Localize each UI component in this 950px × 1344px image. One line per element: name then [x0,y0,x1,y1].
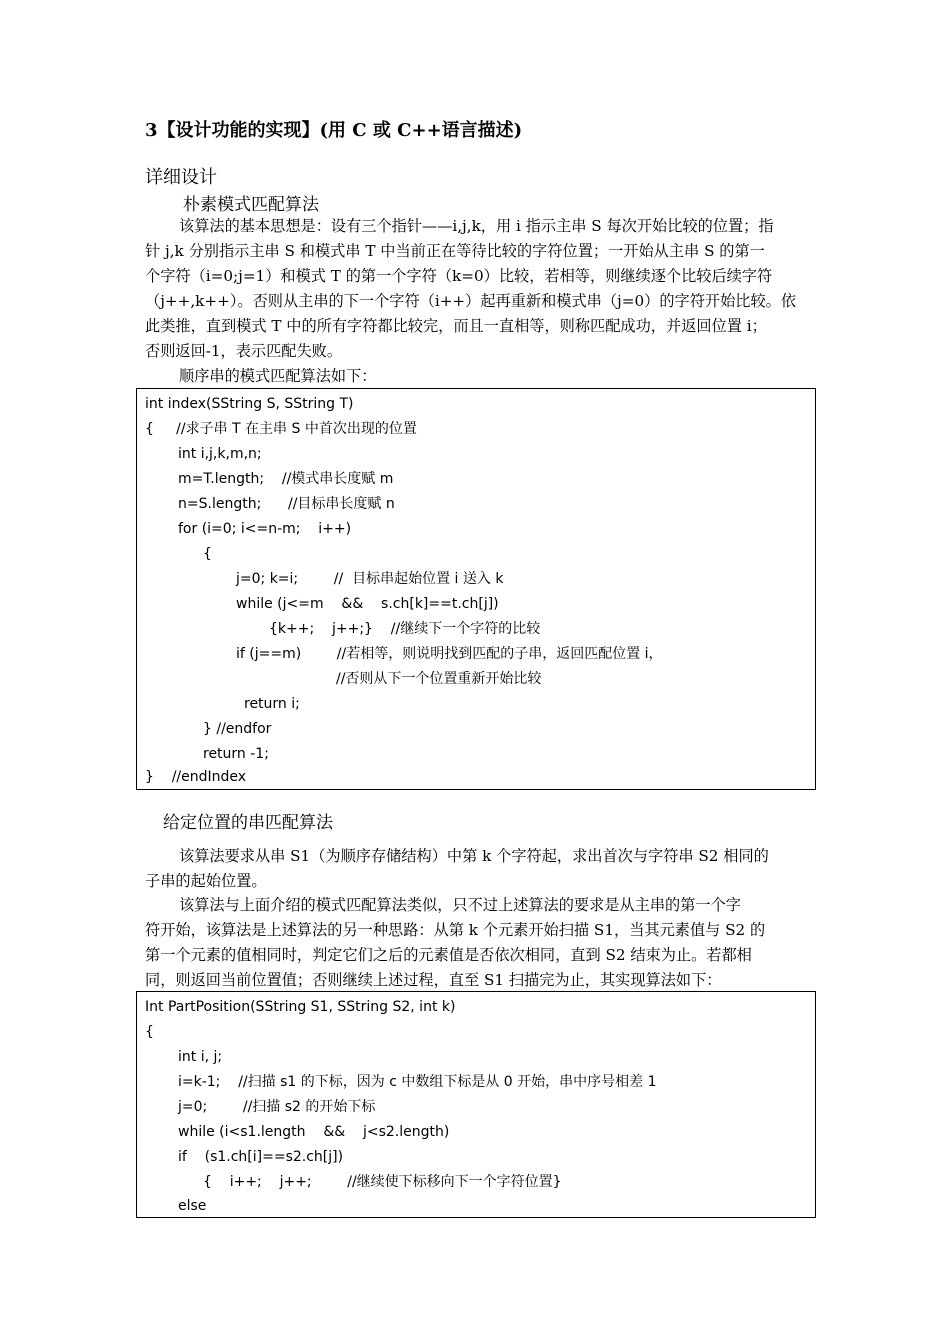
code-line: } //endIndex [145,769,247,785]
text-line: 同，则返回当前位置值；否则继续上述过程，直至 S1 扫描完为止，其实现算法如下： [145,971,722,989]
code-line: int i, j; [178,1049,223,1065]
partposition-code-box [136,991,816,1218]
text-line: 否则返回-1，表示匹配失败。 [145,342,343,360]
code-line: } //endfor [203,721,272,737]
code-line: while (i<s1.length && j<s2.length) [178,1124,450,1140]
text-line: 符开始，该算法是上述算法的另一种思路：从第 k 个元素开始扫描 S1，当其元素值与 S2 的 [145,921,766,939]
code-line: return i; [244,696,300,712]
code-line: j=0; //扫描 s2 的开始下标 [178,1099,376,1115]
code-line: n=S.length; //目标串长度赋 n [178,496,395,512]
code-line: int index(SString S, SString T) [145,396,354,412]
code-line: return -1; [203,746,269,762]
text-line: 第一个元素的值相同时，判定它们之后的元素值是否依次相同，直到 S2 结束为止。若都相 [145,946,752,964]
code-line: { i++; j++; //继续使下标移向下一个字符位置} [203,1174,562,1190]
text-line: 该算法要求从串 S1（为顺序存储结构）中第 k 个字符起，求出首次与字符串 S2 相同的 [179,847,769,865]
code-line: {k++; j++;} //继续下一个字符的比较 [269,621,541,637]
code-line: for (i=0; i<=n-m; i++) [178,521,352,537]
text-line: 子串的起始位置。 [145,872,267,890]
code-line: i=k-1; //扫描 s1 的下标，因为 c 中数组下标是从 0 开始，串中序号相差 1 [178,1074,657,1090]
text-line: 该算法与上面介绍的模式匹配算法类似，只不过上述算法的要求是从主串的第一个字 [179,896,741,914]
code-line: { [203,546,212,562]
code-line: int i,j,k,m,n; [178,446,262,462]
code-line: //否则从下一个位置重新开始比较 [336,671,542,687]
code-line: while (j<=m && s.ch[k]==t.ch[j]) [236,596,499,612]
part-algorithm-title: 给定位置的串匹配算法 [163,813,333,833]
text-line: 个字符（i=0;j=1）和模式 T 的第一个字符（k=0）比较，若相等，则继续逐个比较后续字符 [145,267,773,285]
text-line: 针 j,k 分别指示主串 S 和模式串 T 中当前正在等待比较的字符位置；一开始从主串 S 的第一 [145,242,765,260]
naive-description [145,214,807,389]
section-heading: 3【设计功能的实现】(用 C 或 C++语言描述) [145,120,523,141]
code-line: { //求子串 T 在主串 S 中首次出现的位置 [145,421,417,437]
naive-algorithm-title: 朴素模式匹配算法 [183,195,319,215]
code-line: if (j==m) //若相等，则说明找到匹配的子串，返回匹配位置 i， [236,646,663,662]
text-line: 此类推，直到模式 T 中的所有字符都比较完，而且一直相等，则称匹配成功，并返回位置 i； [145,317,767,335]
part-description-1 [145,844,807,894]
part-description-2 [145,893,807,993]
detail-heading: 详细设计 [145,167,217,188]
text-line: （j++,k++）。否则从主串的下一个字符（i++）起再重新和模式串（j=0）的字符开始比较。依 [145,292,797,310]
code-line: else [178,1198,207,1214]
code-line: j=0; k=i; // 目标串起始位置 i 送入 k [236,571,504,587]
code-line: { [145,1024,154,1040]
code-line: Int PartPosition(SString S1, SString S2, int k) [145,999,456,1015]
text-line: 该算法的基本思想是：设有三个指针——i,j,k，用 i 指示主串 S 每次开始比较的位置；指 [179,217,774,235]
code-line: m=T.length; //模式串长度赋 m [178,471,394,487]
code-intro: 顺序串的模式匹配算法如下： [179,367,377,385]
index-code-box [136,388,816,790]
code-line: if (s1.ch[i]==s2.ch[j]) [178,1149,344,1165]
